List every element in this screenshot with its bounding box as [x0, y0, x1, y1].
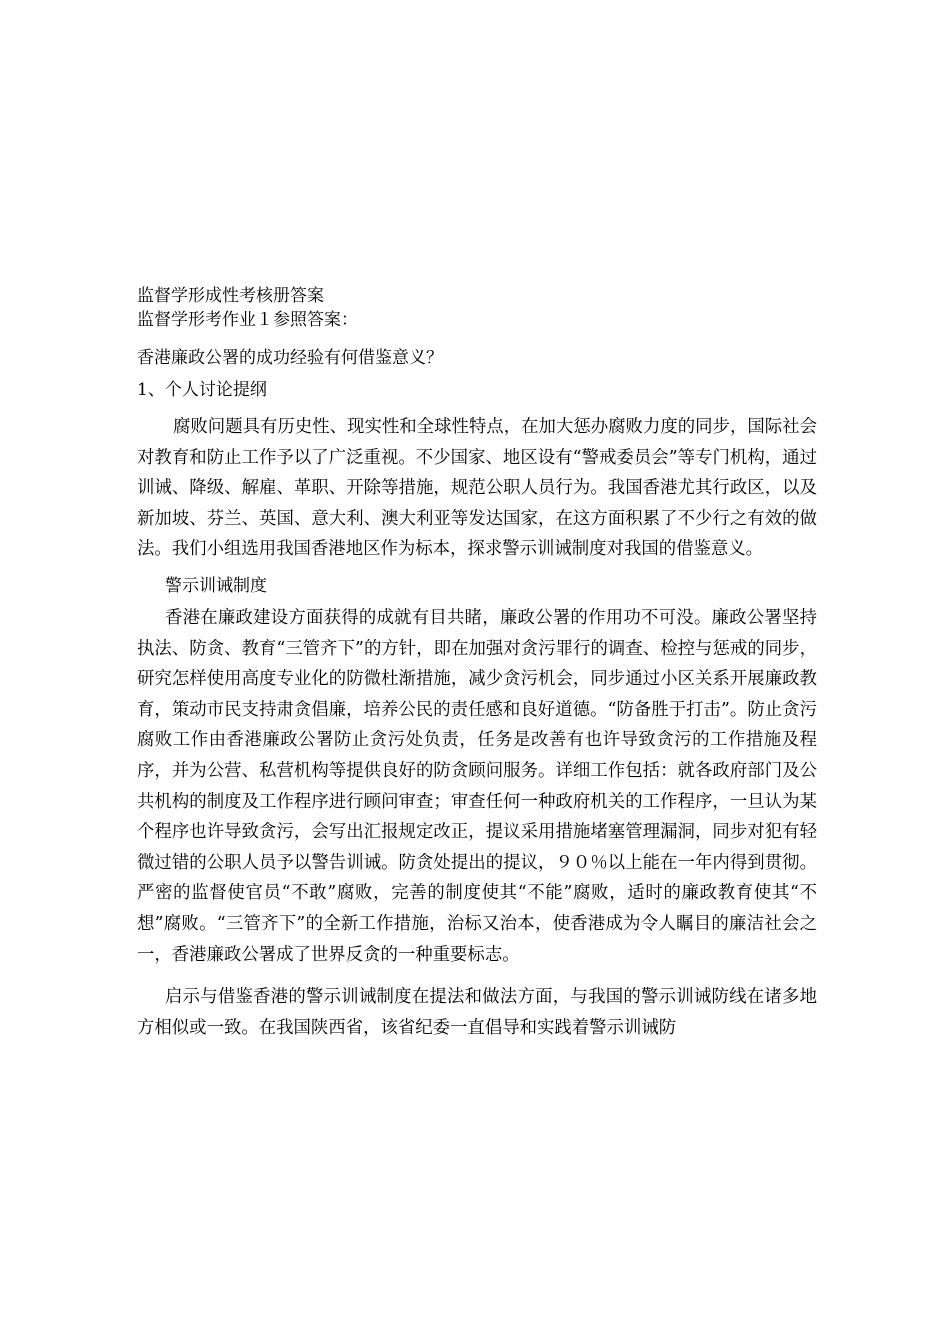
document-title: 监督学形成性考核册答案: [137, 286, 324, 306]
document-body: [137, 284, 817, 1043]
outline-heading: 1、个人讨论提纲: [137, 380, 267, 400]
document-subtitle: 监督学形考作业１参照答案：: [137, 310, 358, 330]
paragraph-inspiration: 启示与借鉴香港的警示训诫制度在提法和做法方面，与我国的警示训诫防线在诸多地方相似或一致。在我国陕西省，该省纪委一直倡导和实践着警示训诫防: [137, 987, 817, 1038]
paragraph-hongkong-icac: 香港在廉政建设方面获得的成就有目共睹，廉政公署的作用功不可没。廉政公署坚持执法、防贪、教育“三管齐下”的方针，即在加强对贪污罪行的调查、检控与惩戒的同步，研究怎样使用高度专业化的防微杜渐措施，减少贪污机会，同步通过小区关系开展廉政教育，策动市民支持肃贪倡廉，培养公民的责任感和良好道德。“防备胜于打击”。防止贪污腐败工作由香港廉政公署防止贪污处负责，任务是改善有也许导致贪污的工作措施及程序，并为公营、私营机构等提供良好的防贪顾问服务。详细工作包括：就各政府部门及公共机构的制度及工作程序进行顾问审查；审查任何一种政府机关的工作程序，一旦认为某个程序也许导致贪污，会写出汇报规定改正，提议采用措施堵塞管理漏洞，同步对犯有轻微过错的公职人员予以警告训诫。防贪处提出的提议，９０％以上能在一年内得到贯彻。严密的监督使官员“不敢”腐败，完善的制度使其“不能”腐败，适时的廉政教育使其“不想”腐败。“三管齐下”的全新工作措施，治标又治本，使香港成为令人瞩目的廉洁社会之一，香港廉政公署成了世界反贪的一种重要标志。: [137, 607, 817, 965]
question-heading: 香港廉政公署的成功经验有何借鉴意义？: [137, 348, 443, 368]
paragraph-intro: 腐败问题具有历史性、现实性和全球性特点，在加大惩办腐败力度的同步，国际社会对教育和防止工作予以了广泛重视。不少国家、地区设有“警戒委员会”等专门机构，通过训诫、降级、解雇、革职、开除等措施，规范公职人员行为。我国香港尤其行政区，以及新加坡、芬兰、英国、意大利、澳大利亚等发达国家，在这方面积累了不少行之有效的做法。我们小组选用我国香港地区作为标本，探求警示训诫制度对我国的借鉴意义。: [137, 417, 817, 560]
section-heading: 警示训诫制度: [165, 575, 267, 596]
